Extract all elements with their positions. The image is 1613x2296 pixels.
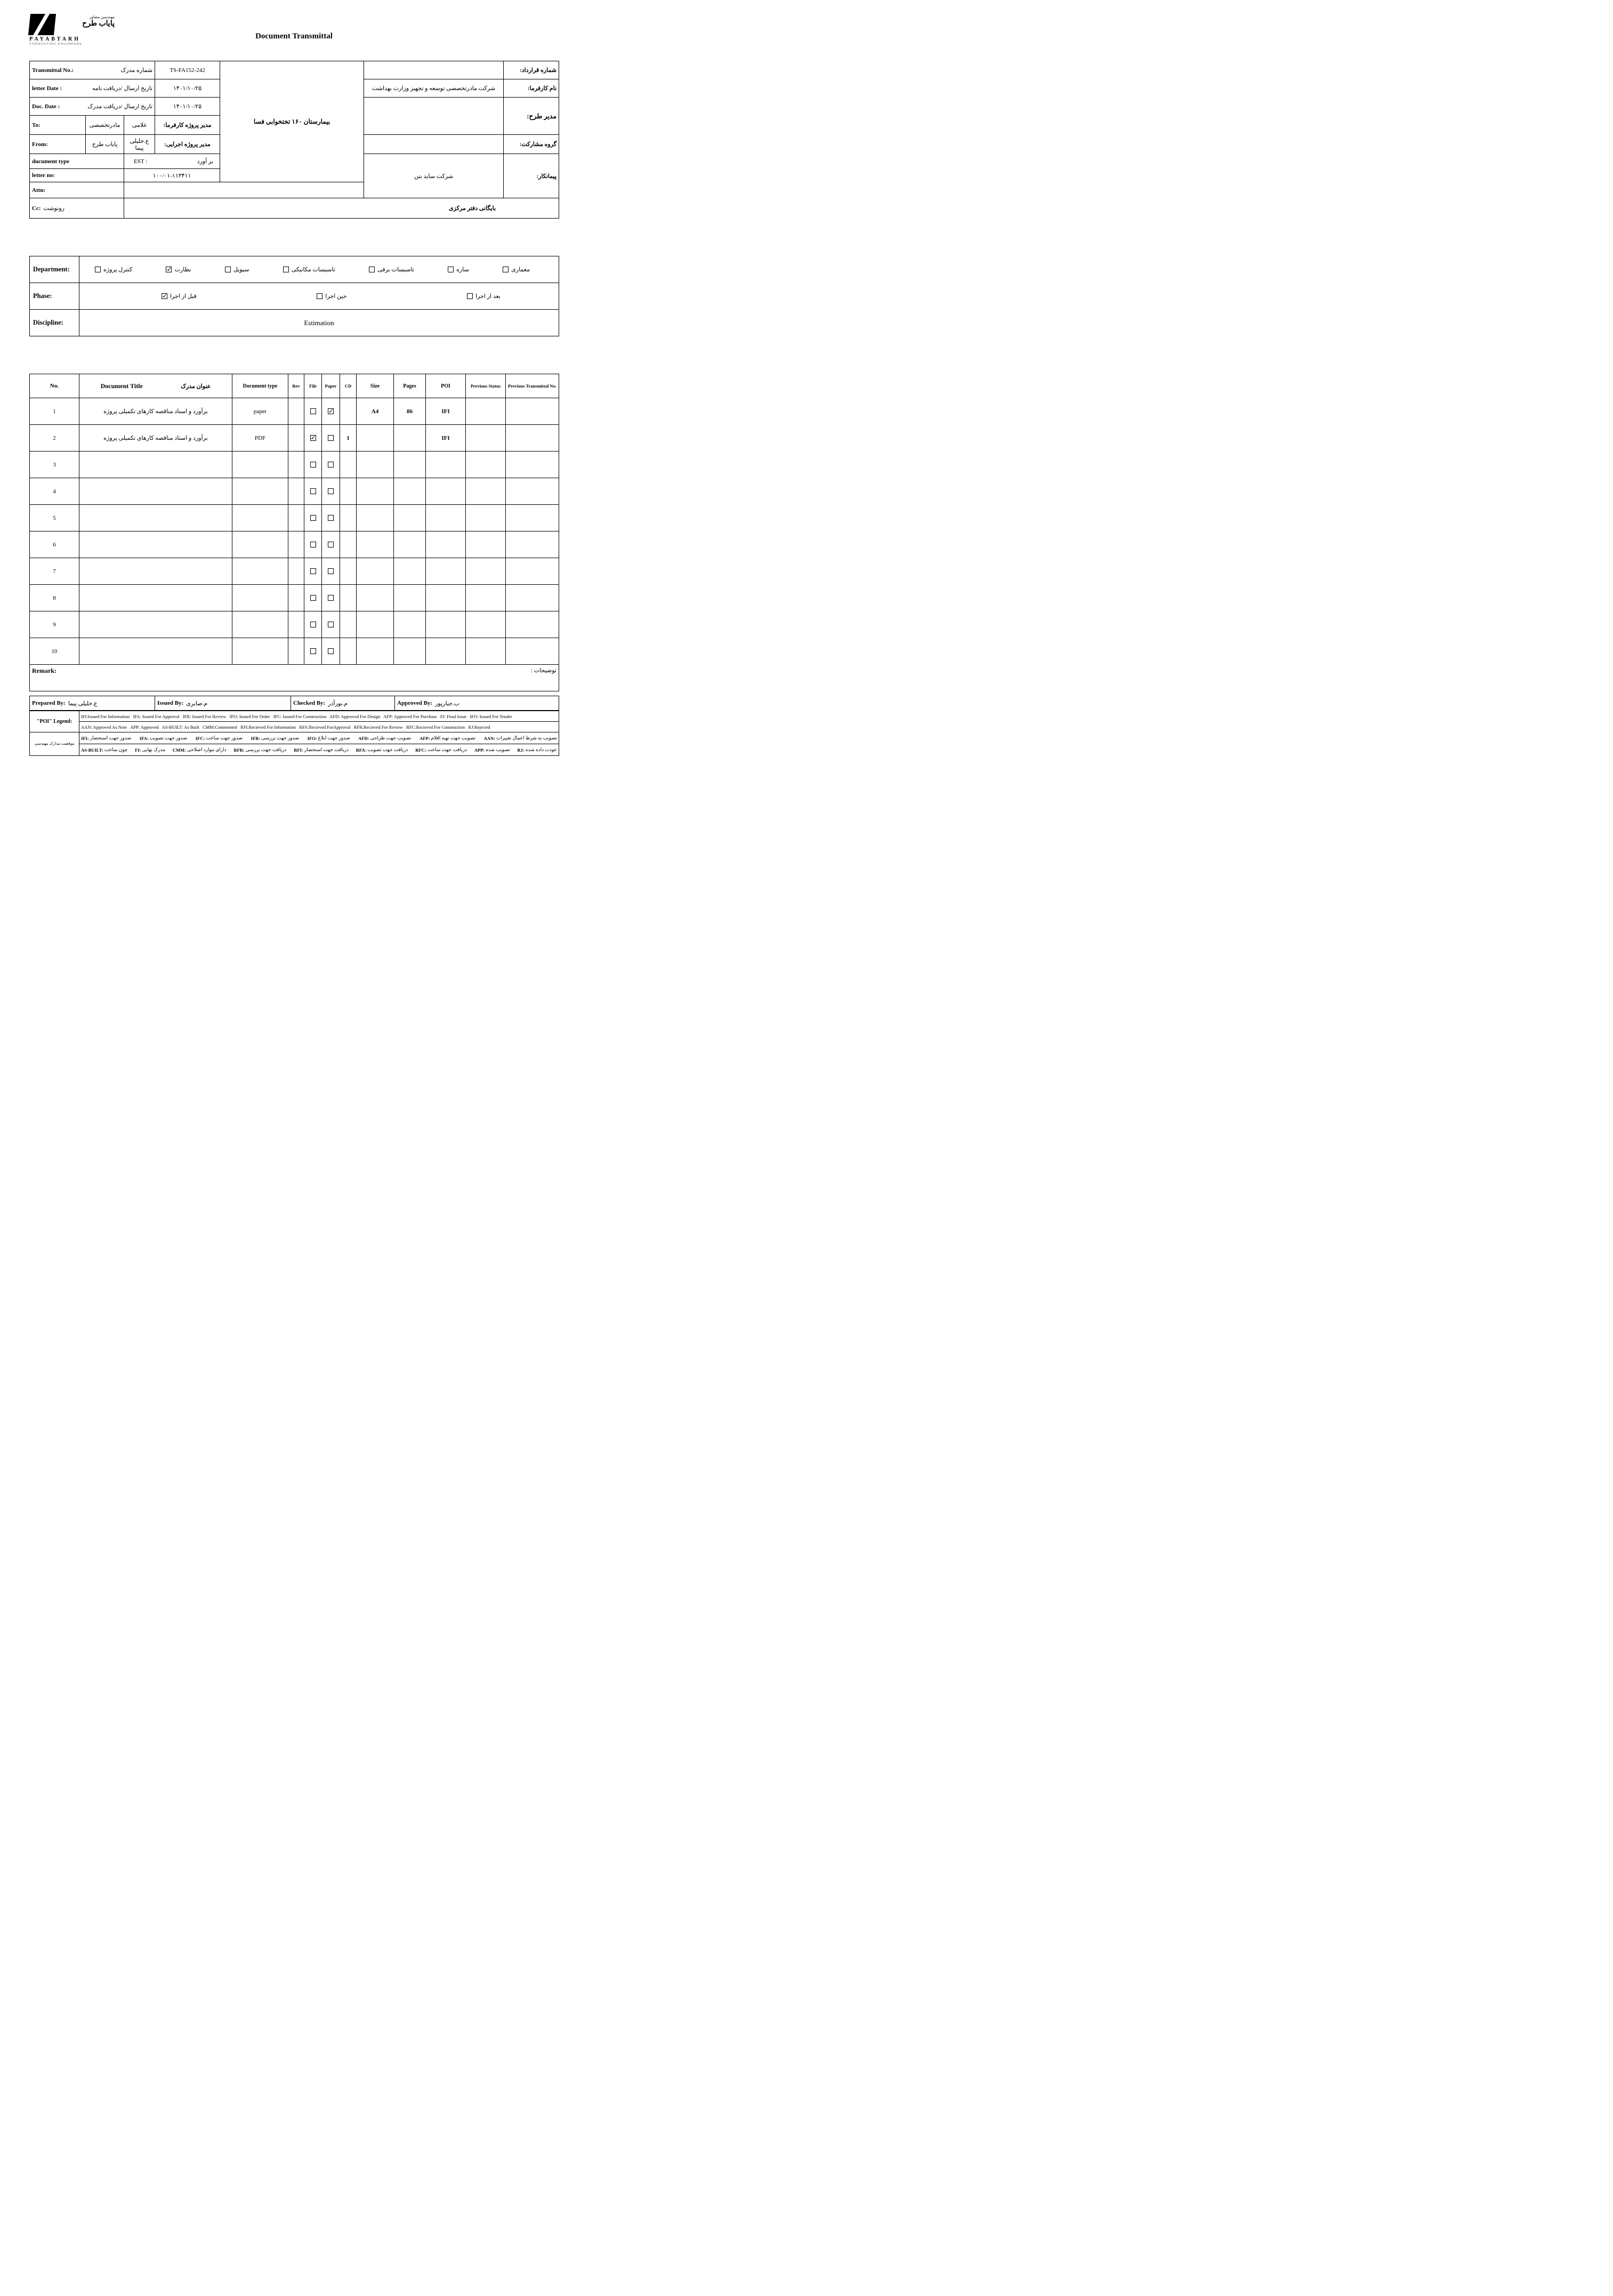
cc-label-cell — [30, 198, 124, 219]
doc-pages — [394, 611, 426, 638]
doc-rev — [288, 531, 304, 558]
doc-pages — [394, 531, 426, 558]
info-table — [29, 61, 559, 219]
doc-rev — [288, 398, 304, 425]
legend-item: IFO: صدور جهت ابلاغ — [307, 735, 350, 741]
department-option — [503, 266, 530, 273]
doc-no: 1 — [30, 398, 79, 425]
doc-size — [357, 531, 394, 558]
doc-prev-transmittal — [506, 452, 559, 478]
file-checkbox[interactable] — [310, 568, 316, 574]
doc-file-cell — [304, 585, 322, 611]
doc-rev — [288, 478, 304, 505]
legend-fa-line1 — [79, 732, 559, 744]
doc-cd — [340, 452, 357, 478]
department-option-label: سازه — [456, 267, 469, 273]
letter-date-label-cell — [30, 79, 155, 98]
doc-prev-status — [466, 611, 506, 638]
contract-no-label: شماره قرارداد: — [504, 61, 559, 79]
col-header-rev: Rev — [288, 374, 304, 398]
doc-paper-cell — [322, 505, 340, 531]
file-checkbox[interactable] — [310, 542, 316, 547]
letter-date-label: letter Date : — [32, 85, 62, 92]
paper-checkbox[interactable] — [328, 568, 334, 574]
doc-type — [232, 558, 288, 585]
doc-poi — [426, 611, 466, 638]
doc-title — [79, 585, 232, 611]
letter-date-label-fa: تاریخ ارسال /دریافت نامه — [92, 85, 153, 92]
legend-item: RFA: دریافت جهت تصویب — [356, 747, 408, 753]
legend-item: IFC: صدور جهت ساخت — [195, 735, 243, 741]
doc-type — [232, 452, 288, 478]
doc-cd — [340, 478, 357, 505]
doc-prev-status — [466, 478, 506, 505]
doc-prev-status — [466, 505, 506, 531]
department-option-label: معماری — [511, 267, 530, 273]
doc-no: 10 — [30, 638, 79, 665]
doc-prev-transmittal — [506, 638, 559, 665]
phase-option-label: حین اجرا — [325, 293, 347, 300]
doc-prev-transmittal — [506, 505, 559, 531]
poi-legend-label: "POI" Legend: — [30, 711, 79, 732]
design-manager-value — [364, 98, 504, 135]
paper-checkbox[interactable] — [328, 648, 334, 654]
paper-checkbox[interactable] — [328, 488, 334, 494]
doc-type — [232, 585, 288, 611]
doc-file-cell — [304, 558, 322, 585]
legend-item: CMM: دارای موارد اصلاحی — [172, 747, 227, 753]
classification-table — [29, 256, 559, 336]
department-checkbox[interactable] — [283, 267, 289, 272]
doc-row — [30, 558, 559, 585]
doc-title — [79, 452, 232, 478]
doc-title — [79, 478, 232, 505]
doc-pages — [394, 558, 426, 585]
legend-item: IFA: صدور جهت تصویب — [139, 735, 188, 741]
file-checkbox[interactable] — [310, 435, 316, 441]
paper-checkbox[interactable] — [328, 595, 334, 601]
remark-label: Remark: — [32, 667, 57, 674]
legend-item: AAN: تصویب به شرط اعمال تغییرات — [483, 735, 557, 741]
checked-by-label: Checked By: — [293, 700, 326, 706]
doc-poi: IFI — [426, 398, 466, 425]
file-checkbox[interactable] — [310, 622, 316, 627]
transmittal-no-label-fa: شماره مدرک — [120, 67, 153, 74]
doc-rev — [288, 611, 304, 638]
prepared-by-label: Prepared By: — [32, 700, 66, 706]
doc-type — [232, 531, 288, 558]
page-header — [29, 0, 559, 61]
col-header-no: No. — [30, 374, 79, 398]
doc-row — [30, 478, 559, 505]
department-option-label: کنترل پروژه — [103, 267, 133, 273]
doc-size — [357, 558, 394, 585]
transmittal-no-value: TS-FA152-242 — [155, 61, 220, 79]
doc-title — [79, 558, 232, 585]
legend-item: RFI: دریافت جهت استحضار — [294, 747, 349, 753]
col-header-title — [79, 374, 232, 398]
legend-item: AFD: تصویب جهت طراحی — [358, 735, 412, 741]
legend-item: RFR: دریافت جهت بررسی — [233, 747, 287, 753]
doc-row — [30, 638, 559, 665]
doc-prev-status — [466, 585, 506, 611]
file-checkbox[interactable] — [310, 462, 316, 468]
doc-rev — [288, 452, 304, 478]
doc-no: 3 — [30, 452, 79, 478]
doc-row — [30, 398, 559, 425]
department-option-label: نظارت — [174, 267, 191, 273]
doc-prev-transmittal — [506, 398, 559, 425]
doc-prev-transmittal — [506, 611, 559, 638]
department-option-label: تاسیسات مکانیکی — [291, 267, 335, 273]
col-header-file: File — [304, 374, 322, 398]
col-header-doc-type: Document type — [232, 374, 288, 398]
doc-paper-cell — [322, 638, 340, 665]
doc-poi: IFI — [426, 425, 466, 452]
doc-title — [79, 638, 232, 665]
design-manager-label: مدیر طرح: — [504, 98, 559, 135]
doc-pages — [394, 585, 426, 611]
doc-title — [79, 505, 232, 531]
col-header-title-fa: عنوان مدرک — [181, 383, 211, 390]
document-type-fa: بر آورد — [197, 158, 214, 165]
doc-row — [30, 611, 559, 638]
to-value: مادرتخصصی — [86, 116, 124, 135]
doc-size — [357, 611, 394, 638]
doc-rev — [288, 558, 304, 585]
doc-date-value: ۱۴۰۱/۱۰/۲۵ — [155, 98, 220, 116]
letter-no-label: letter no: — [30, 169, 124, 182]
doc-date-label-cell — [30, 98, 155, 116]
doc-type: paper — [232, 398, 288, 425]
doc-paper-cell — [322, 398, 340, 425]
paper-checkbox[interactable] — [328, 408, 334, 414]
paper-checkbox[interactable] — [328, 542, 334, 547]
from-value: پایاب طرح — [86, 135, 124, 154]
doc-cd — [340, 558, 357, 585]
documents-table — [29, 374, 559, 691]
doc-row — [30, 585, 559, 611]
logo-fa-tagline: مهندسین مشاور — [90, 15, 115, 19]
department-label: Department: — [30, 256, 79, 283]
doc-size — [357, 478, 394, 505]
doc-prev-status — [466, 531, 506, 558]
doc-poi — [426, 452, 466, 478]
legend-en-line1: IFI:Issued For Information IFA: Issued For Approval IFR: Issued For Review IFO: Issued For Order IFC: Issued For Construction AFD: Approved For Design AFP: Approved For Purchase FI: Final Issue IFO: Issued For Tender — [79, 711, 559, 722]
contract-no-value — [364, 61, 504, 79]
doc-pages — [394, 425, 426, 452]
legend-item: AS-BUILT: چون ساخت — [81, 747, 128, 753]
doc-cd — [340, 611, 357, 638]
doc-no: 8 — [30, 585, 79, 611]
doc-poi — [426, 478, 466, 505]
phase-options-cell — [79, 283, 559, 310]
paper-checkbox[interactable] — [328, 435, 334, 441]
doc-file-cell — [304, 505, 322, 531]
doc-cd — [340, 505, 357, 531]
department-option — [166, 266, 191, 273]
col-header-paper: Paper — [322, 374, 340, 398]
doc-type — [232, 505, 288, 531]
doc-title — [79, 611, 232, 638]
approved-by-label: Approved By: — [397, 700, 433, 706]
issued-by-cell — [155, 696, 291, 711]
legend-fa-line2 — [79, 744, 559, 756]
attn-value — [124, 182, 364, 198]
col-header-poi: POI — [426, 374, 466, 398]
doc-row — [30, 452, 559, 478]
doc-title: برآورد و اسناد مناقصه کارهای تکمیلی پروژه — [79, 398, 232, 425]
doc-date-label-fa: تاریخ ارسال /دریافت مدرک — [87, 103, 153, 110]
doc-file-cell — [304, 611, 322, 638]
department-checkbox[interactable] — [225, 267, 231, 272]
department-option-label: سیویل — [233, 267, 249, 273]
payabtarh-logo — [29, 14, 115, 46]
file-checkbox[interactable] — [310, 515, 316, 521]
doc-no: 7 — [30, 558, 79, 585]
discipline-value: Estimation — [79, 310, 559, 336]
letter-no-value: ۱۰۰/۰۱-۱۱۳۴۱۱ — [124, 169, 220, 182]
doc-paper-cell — [322, 478, 340, 505]
doc-poi — [426, 558, 466, 585]
doc-rev — [288, 505, 304, 531]
logo-en-subtitle: CONSULTING ENGINEERS — [29, 42, 82, 46]
department-checkbox[interactable] — [503, 267, 509, 272]
doc-prev-status — [466, 558, 506, 585]
department-option — [448, 266, 469, 273]
doc-paper-cell — [322, 558, 340, 585]
phase-label: Phase: — [30, 283, 79, 310]
doc-prev-status — [466, 398, 506, 425]
approved-by-cell — [395, 696, 559, 711]
signature-row — [29, 696, 559, 711]
doc-cd — [340, 398, 357, 425]
doc-title — [79, 531, 232, 558]
doc-cd — [340, 638, 357, 665]
doc-row — [30, 505, 559, 531]
phase-option — [467, 293, 501, 300]
doc-file-cell — [304, 398, 322, 425]
doc-prev-transmittal — [506, 585, 559, 611]
client-pm-label: مدیر پروژه کارفرما: — [155, 116, 220, 135]
doc-prev-transmittal — [506, 558, 559, 585]
prepared-by-cell — [30, 696, 155, 711]
col-header-cd: CD — [340, 374, 357, 398]
remark-cell — [30, 665, 559, 691]
logo-en-name: PAYABTARH — [29, 36, 81, 42]
document-transmittal-page — [0, 0, 586, 835]
doc-size: A4 — [357, 398, 394, 425]
doc-file-cell — [304, 478, 322, 505]
doc-pages — [394, 478, 426, 505]
legend-item: APP: تصویب شده — [474, 747, 510, 753]
doc-poi — [426, 531, 466, 558]
doc-paper-cell — [322, 531, 340, 558]
cc-label-fa: رونوشت — [43, 205, 64, 212]
partnership-value — [364, 135, 504, 154]
department-option — [95, 266, 132, 273]
legend-item: IFR: صدور جهت بررسی — [251, 735, 300, 741]
discipline-label: Discipline: — [30, 310, 79, 336]
legend-item: IFI: صدور جهت استحضار — [81, 735, 132, 741]
doc-poi — [426, 585, 466, 611]
client-name-label: نام کارفرما: — [504, 79, 559, 98]
exec-pm-name: ع.خلیلی پیما — [124, 135, 155, 154]
doc-pages — [394, 505, 426, 531]
doc-pages: 86 — [394, 398, 426, 425]
issued-by-name: م.صابری — [186, 700, 208, 707]
doc-file-cell — [304, 638, 322, 665]
client-pm-name: غلامی — [124, 116, 155, 135]
transmittal-no-label: Transmittal No.: — [32, 67, 74, 74]
department-checkbox[interactable] — [95, 267, 101, 272]
doc-paper-cell — [322, 452, 340, 478]
to-label: To: — [30, 116, 86, 135]
page-title: Document Transmittal — [255, 32, 333, 41]
doc-rev — [288, 638, 304, 665]
doc-paper-cell — [322, 585, 340, 611]
doc-type — [232, 638, 288, 665]
letter-date-value: ۱۴۰۱/۱۰/۲۵ — [155, 79, 220, 98]
cc-value: بایگانی دفتر مرکزی — [124, 198, 559, 219]
legend-item: RFC: دریافت جهت ساخت — [415, 747, 467, 753]
col-header-prev-status: Previous Status — [466, 374, 506, 398]
legend-fa-label: موقعیت مدارک مهندسی — [30, 732, 79, 756]
doc-size — [357, 638, 394, 665]
prepared-by-name: ع.خلیلی پیما — [68, 700, 98, 707]
doc-prev-status — [466, 452, 506, 478]
doc-no: 5 — [30, 505, 79, 531]
doc-cd: 1 — [340, 425, 357, 452]
cc-label: Cc: — [32, 205, 41, 212]
doc-pages — [394, 638, 426, 665]
doc-row — [30, 531, 559, 558]
department-options-cell — [79, 256, 559, 283]
phase-option — [162, 293, 197, 300]
doc-type: PDF — [232, 425, 288, 452]
legend-item: FI: مدرک نهایی — [135, 747, 166, 753]
doc-no: 6 — [30, 531, 79, 558]
file-checkbox[interactable] — [310, 408, 316, 414]
doc-prev-transmittal — [506, 425, 559, 452]
department-option — [283, 266, 335, 273]
doc-rev — [288, 585, 304, 611]
doc-size — [357, 505, 394, 531]
checked-by-name: م.نورآذر — [328, 700, 348, 707]
col-header-pages: Pages — [394, 374, 426, 398]
phase-option — [317, 293, 346, 300]
doc-paper-cell — [322, 611, 340, 638]
file-checkbox[interactable] — [310, 648, 316, 654]
logo-fa-name: پایاب طرح — [82, 20, 115, 28]
col-header-prev-transmittal: Previous Transmittal No. — [506, 374, 559, 398]
phase-option-label: قبل از اجرا — [170, 293, 197, 300]
doc-size — [357, 452, 394, 478]
legend-item: RJ: عودت داده شده — [517, 747, 557, 753]
doc-pages — [394, 452, 426, 478]
doc-prev-transmittal — [506, 478, 559, 505]
doc-no: 4 — [30, 478, 79, 505]
exec-pm-label: مدیر پروژه اجرایی: — [155, 135, 220, 154]
phase-checkbox[interactable] — [467, 293, 473, 299]
phase-option-label: بعد از اجرا — [475, 293, 501, 300]
document-type-code: EST : — [134, 158, 148, 165]
department-option — [369, 266, 414, 273]
department-checkbox[interactable] — [448, 267, 454, 272]
legend-table — [29, 711, 559, 756]
legend-en-line2: AAN: Approved As Note APP: Approved AS-BUILT: As Built CMM:Commented RFI:Recieved For Information RFA:Recieved ForApproval RFR:Recieved For Review RFC:Recieved For Construction RJ:Rejected — [79, 722, 559, 732]
doc-type — [232, 611, 288, 638]
file-checkbox[interactable] — [310, 488, 316, 494]
transmittal-no-label-cell — [30, 61, 155, 79]
project-name: بیمارستان ۱۶۰ تختخوابی فسا — [220, 61, 364, 182]
doc-no: 2 — [30, 425, 79, 452]
legend-item: AFP: تصویب جهت تهیه اقلام — [420, 735, 476, 741]
doc-rev — [288, 425, 304, 452]
document-type-value-cell — [124, 154, 220, 169]
attn-label: Attn: — [30, 182, 124, 198]
doc-paper-cell — [322, 425, 340, 452]
from-label: From: — [30, 135, 86, 154]
doc-size — [357, 585, 394, 611]
col-header-title-en: Document Title — [100, 382, 143, 390]
doc-file-cell — [304, 452, 322, 478]
doc-size — [357, 425, 394, 452]
file-checkbox[interactable] — [310, 595, 316, 601]
department-checkbox[interactable] — [369, 267, 375, 272]
checked-by-cell — [291, 696, 395, 711]
paper-checkbox[interactable] — [328, 462, 334, 468]
phase-checkbox[interactable] — [162, 293, 167, 299]
doc-date-label: Doc. Date : — [32, 103, 60, 110]
remark-label-fa: توضیحات : — [530, 667, 557, 674]
document-type-label: ducument type — [30, 154, 124, 169]
doc-type — [232, 478, 288, 505]
paper-checkbox[interactable] — [328, 622, 334, 627]
department-checkbox[interactable] — [166, 267, 172, 272]
approved-by-name: ب.جبارپور — [435, 700, 460, 707]
doc-poi — [426, 638, 466, 665]
doc-prev-status — [466, 638, 506, 665]
doc-title: برآورد و اسناد مناقصه کارهای تکمیلی پروژه — [79, 425, 232, 452]
department-option — [225, 266, 249, 273]
col-header-size: Size — [357, 374, 394, 398]
contractor-value: شرکت ساید بتن — [364, 154, 504, 198]
phase-checkbox[interactable] — [317, 293, 322, 299]
doc-file-cell — [304, 531, 322, 558]
contractor-label: پیمانکار: — [504, 154, 559, 198]
client-name-value: شرکت مادرتخصصی توسعه و تجهیز وزارت بهداشت — [364, 79, 504, 98]
department-option-label: تاسیسات برقی — [377, 267, 414, 273]
doc-no: 9 — [30, 611, 79, 638]
doc-cd — [340, 585, 357, 611]
doc-cd — [340, 531, 357, 558]
doc-prev-status — [466, 425, 506, 452]
partnership-label: گروه مشارکت: — [504, 135, 559, 154]
doc-row — [30, 425, 559, 452]
issued-by-label: Issued By: — [157, 700, 184, 706]
doc-poi — [426, 505, 466, 531]
doc-prev-transmittal — [506, 531, 559, 558]
paper-checkbox[interactable] — [328, 515, 334, 521]
doc-file-cell — [304, 425, 322, 452]
